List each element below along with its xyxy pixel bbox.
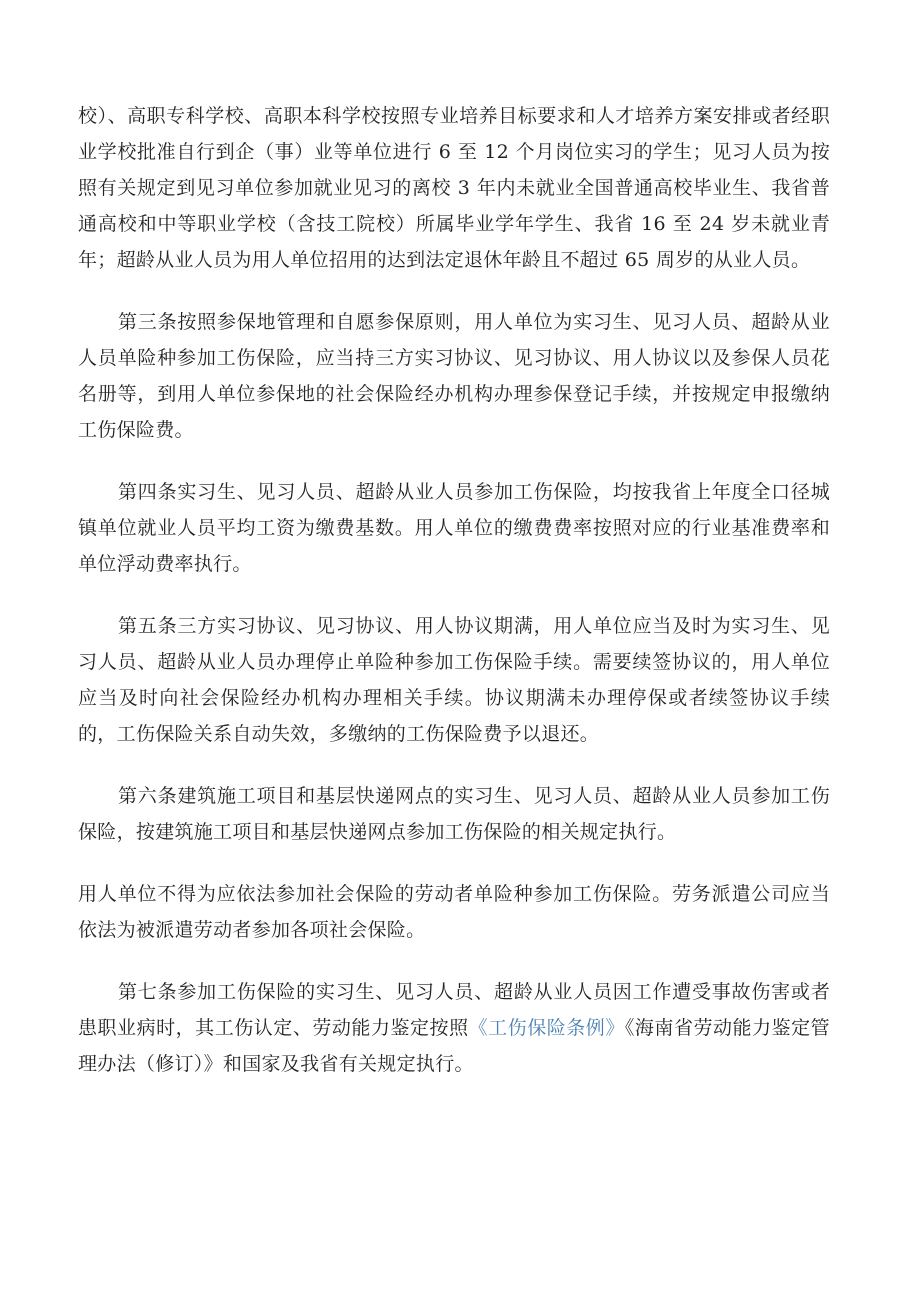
article-7-text-before: 第七条参加工伤保险的实习生、见习人员、超龄从业人员因工作遭受事故伤害或者患职业病时，其工伤认定、劳动能力鉴定按照 <box>78 981 830 1039</box>
employer-restriction-paragraph: 用人单位不得为应依法参加社会保险的劳动者单险种参加工伤保险。劳务派遣公司应当依法为被派遣劳动者参加各项社会保险。 <box>78 883 830 941</box>
article-6-paragraph: 第六条建筑施工项目和基层快递网点的实习生、见习人员、超龄从业人员参加工伤保险，按建筑施工项目和基层快递网点参加工伤保险的相关规定执行。 <box>78 785 830 843</box>
article-4-paragraph: 第四条实习生、见习人员、超龄从业人员参加工伤保险，均按我省上年度全口径城镇单位就业人员平均工资为缴费基数。用人单位的缴费费率按照对应的行业基准费率和单位浮动费率执行。 <box>78 481 830 575</box>
document-body <box>78 98 830 1108</box>
article-7-text-after: 《海南省劳动能力鉴定管理办法（修订）》和国家及我省有关规定执行。 <box>78 1017 830 1075</box>
paragraph-continuation: 校）、高职专科学校、高职本科学校按照专业培养目标要求和人才培养方案安排或者经职业学校批准自行到企（事）业等单位进行 6 至 12 个月岗位实习的学生；见习人员为按照有关规定到见习单位参加就业见习的离校 3 年内未就业全国普通高校毕业生、我省普通高校和中等职业学校（含技工院校）所属毕业学年学生、我省 16 至 24 岁未就业青年；超龄从业人员为用人单位招用的达到法定退休年龄且不超过 65 周岁的从业人员。 <box>78 105 830 271</box>
article-5-paragraph: 第五条三方实习协议、见习协议、用人协议期满，用人单位应当及时为实习生、见习人员、超龄从业人员办理停止单险种参加工伤保险手续。需要续签协议的，用人单位应当及时向社会保险经办机构办理相关手续。协议期满未办理停保或者续签协议手续的，工伤保险关系自动失效，多缴纳的工伤保险费予以退还。 <box>78 615 830 745</box>
article-7-paragraph <box>78 974 830 1082</box>
work-injury-regulation-link[interactable]: 《工伤保险条例》 <box>468 1017 625 1039</box>
article-3-paragraph: 第三条按照参保地管理和自愿参保原则，用人单位为实习生、见习人员、超龄从业人员单险种参加工伤保险，应当持三方实习协议、见习协议、用人协议以及参保人员花名册等，到用人单位参保地的社会保险经办机构办理参保登记手续，并按规定申报缴纳工伤保险费。 <box>78 311 830 441</box>
